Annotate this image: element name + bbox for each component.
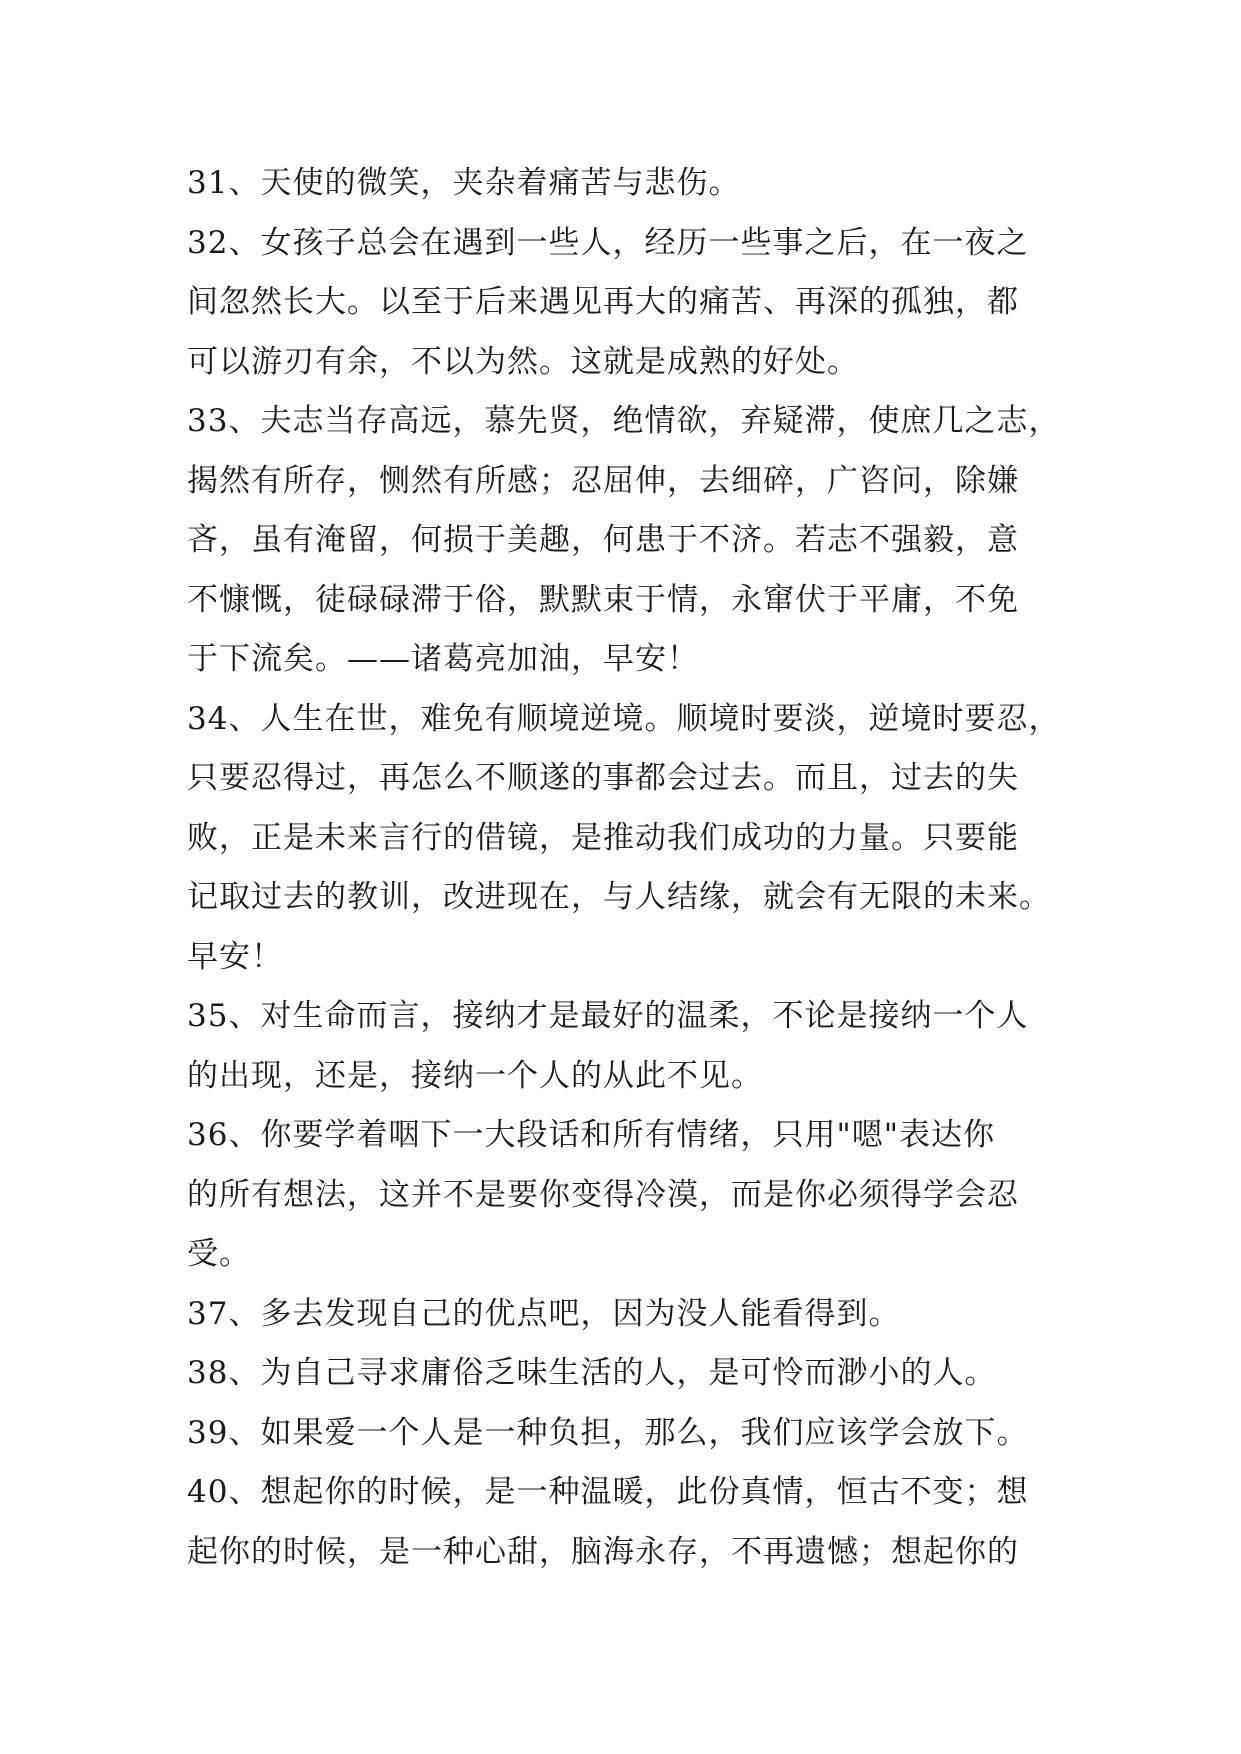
- text-line: 揭然有所存，恻然有所感；忍屈伸，去细碎，广咨问，除嫌: [187, 462, 1019, 499]
- text-line: 34、人生在世，难免有顺境逆境。顺境时要淡，逆境时要忍，: [187, 700, 1061, 737]
- text-line: 早安！: [187, 938, 283, 975]
- text-line: 33、夫志当存高远，慕先贤，绝情欲，弃疑滞，使庶几之志，: [187, 403, 1061, 439]
- text-line: 36、你要学着咽下一大段话和所有情绪，只用"嗯"表达你: [187, 1117, 995, 1153]
- text-line: 吝，虽有淹留，何损于美趣，何患于不济。若志不强毅，意: [187, 522, 1019, 558]
- text-line: 的出现，还是，接纳一个人的从此不见。: [187, 1057, 763, 1094]
- text-line: 40、想起你的时候，是一种温暖，此份真情，恒古不变；想: [187, 1474, 1029, 1510]
- text-line: 32、女孩子总会在遇到一些人，经历一些事之后，在一夜之: [187, 224, 1029, 261]
- text-line: 记取过去的教训，改进现在，与人结缘，就会有无限的未来。: [187, 879, 1051, 915]
- text-line: 败，正是未来言行的借镜，是推动我们成功的力量。只要能: [187, 819, 1019, 856]
- text-line: 于下流矣。——诸葛亮加油，早安！: [187, 641, 699, 677]
- text-line: 39、如果爱一个人是一种负担，那么，我们应该学会放下。: [187, 1414, 1029, 1451]
- text-line: 35、对生命而言，接纳才是最好的温柔，不论是接纳一个人: [187, 998, 1029, 1034]
- document-body: [187, 154, 1087, 1582]
- text-line: 不慷慨，徒碌碌滞于俗，默默束于情，永窜伏于平庸，不免: [187, 581, 1019, 618]
- text-line: 间忽然长大。以至于后来遇见再大的痛苦、再深的孤独，都: [187, 284, 1019, 320]
- text-line: 起你的时候，是一种心甜，脑海永存，不再遗憾；想起你的: [187, 1533, 1019, 1570]
- text-line: 38、为自己寻求庸俗乏味生活的人，是可怜而渺小的人。: [187, 1355, 997, 1391]
- text-line: 只要忍得过，再怎么不顺遂的事都会过去。而且，过去的失: [187, 760, 1019, 796]
- text-line: 可以游刃有余，不以为然。这就是成熟的好处。: [187, 343, 859, 380]
- text-line: 的所有想法，这并不是要你变得冷漠，而是你必须得学会忍: [187, 1176, 1019, 1213]
- text-line: 31、天使的微笑，夹杂着痛苦与悲伤。: [187, 165, 741, 201]
- text-line: 37、多去发现自己的优点吧，因为没人能看得到。: [187, 1295, 901, 1332]
- text-line: 受。: [187, 1236, 251, 1272]
